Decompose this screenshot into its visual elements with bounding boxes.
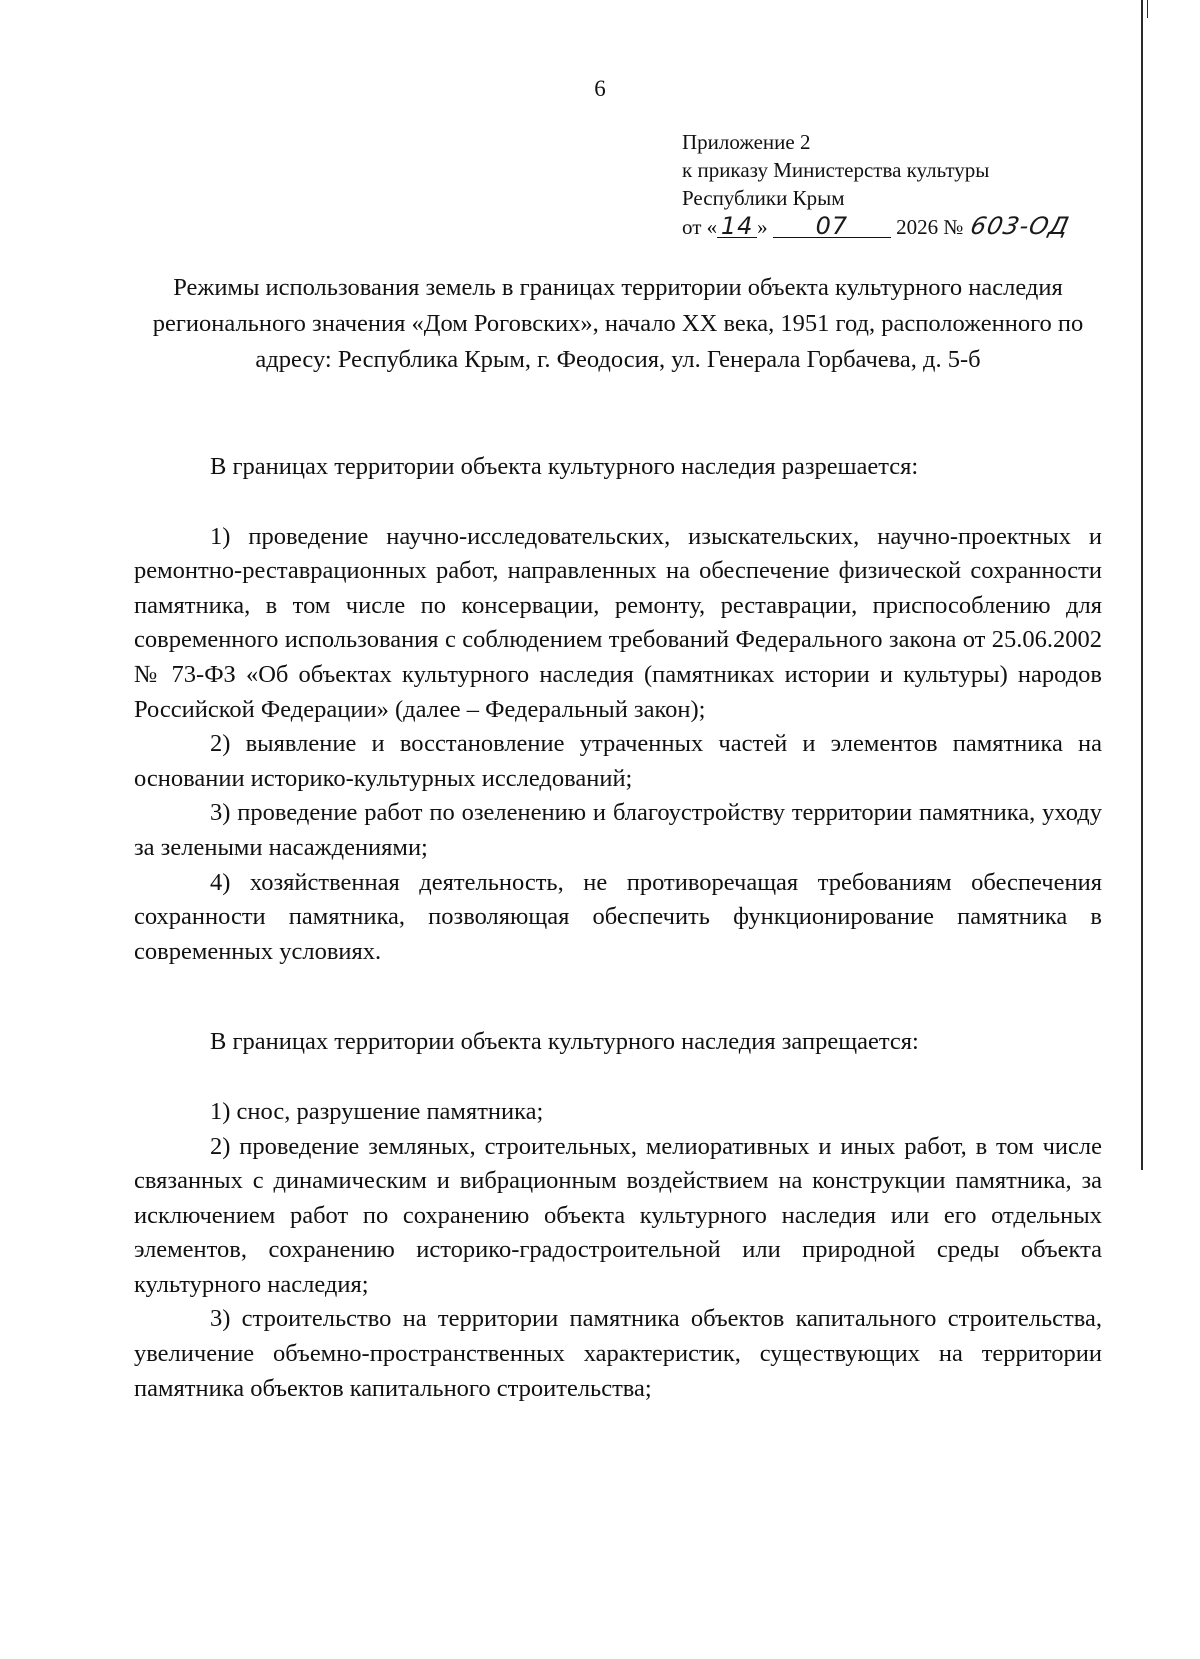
appendix-block bbox=[682, 128, 1132, 241]
document-title: Режимы использования земель в границах территории объекта культурного наследия регионального значения «Дом Роговских», начало XX века, 1951 год, расположенного по адресу: Республика Крым, г. Феодосия, ул. Генерала Горбачева, д. 5-б bbox=[152, 274, 1084, 373]
allowed-item-3: 3) проведение работ по озеленению и благоустройству территории памятника, уходу за зелеными насаждениями; bbox=[134, 799, 1102, 861]
forbidden-item-3: 3) строительство на территории памятника объектов капитального строительства, увеличение объемно-пространственных характеристик, существующих на территории памятника объектов капитального строительства; bbox=[134, 1305, 1102, 1402]
appendix-region: Республики Крым bbox=[682, 186, 845, 210]
order-number-handwritten: 603-ОД bbox=[967, 212, 1072, 240]
date-mid: » bbox=[757, 215, 768, 239]
date-year-number: 2026 № bbox=[896, 215, 964, 239]
forbidden-heading: В границах территории объекта культурного наследия запрещается: bbox=[210, 1028, 919, 1056]
date-day-handwritten: 14 bbox=[717, 215, 757, 238]
forbidden-item-2: 2) проведение земляных, строительных, мелиоративных и иных работ, в том числе связанных с динамическим и вибрационным воздействием на конструкции памятника, за исключением работ по сохранению объекта культурного наследия или его отдельных элементов, сохранению историко-градостроительной или природной среды объекта культурного наследия; bbox=[134, 1132, 1102, 1298]
date-prefix: от « bbox=[682, 215, 718, 239]
forbidden-item-1: 1) снос, разрушение памятника; bbox=[210, 1097, 544, 1125]
appendix-title: Приложение 2 bbox=[682, 130, 811, 154]
allowed-item-4: 4) хозяйственная деятельность, не противоречащая требованиям обеспечения сохранности памятника, позволяющая обеспечить функционирование памятника в современных условиях. bbox=[134, 868, 1102, 965]
appendix-order-ref: к приказу Министерства культуры bbox=[682, 158, 990, 182]
date-month-handwritten: 07 bbox=[773, 215, 891, 238]
order-date-line bbox=[682, 212, 1132, 241]
allowed-item-2: 2) выявление и восстановление утраченных частей и элементов памятника на основании историко-культурных исследований; bbox=[134, 730, 1102, 792]
page-number: 6 bbox=[594, 76, 606, 101]
scan-edge-line bbox=[1141, 0, 1143, 1170]
allowed-heading: В границах территории объекта культурного наследия разрешается: bbox=[210, 453, 919, 480]
document-body bbox=[134, 450, 1102, 1406]
scan-edge-tick bbox=[1147, 0, 1148, 18]
allowed-item-1: 1) проведение научно-исследовательских, изыскательских, научно-проектных и ремонтно-реставрационных работ, направленных на обеспечение физической сохранности памятника, в том числе по консервации, ремонту, реставрации, приспособлению для современного использования с соблюдением требований Федерального закона от 25.06.2002 № 73-ФЗ «Об объектах культурного наследия (памятниках истории и культуры) народов Российской Федерации» (далее – Федеральный закон); bbox=[134, 522, 1102, 723]
